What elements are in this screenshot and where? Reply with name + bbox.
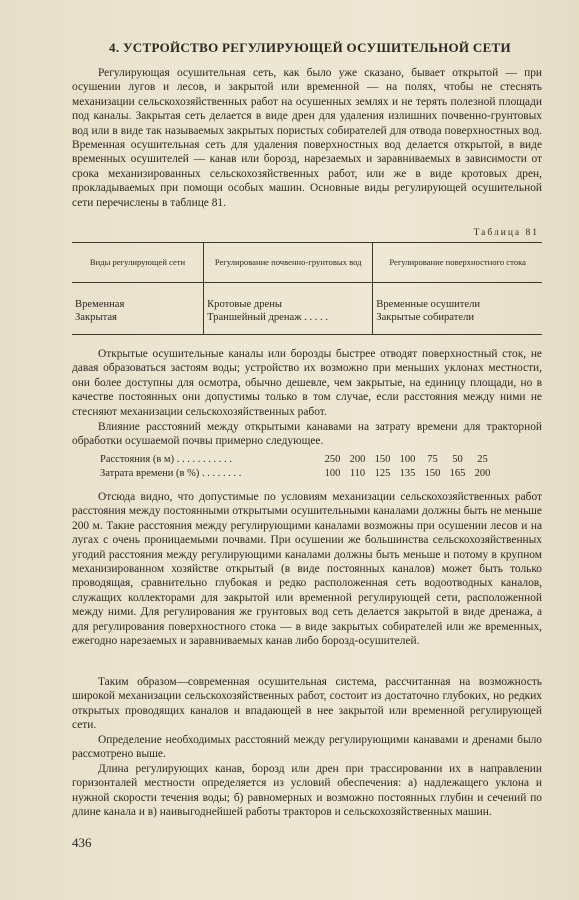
distance-value: 150 [374, 454, 391, 465]
table-caption: Таблица 81 [473, 228, 539, 238]
table-cell: Кротовые дрены [207, 299, 283, 310]
time-row [100, 467, 540, 481]
table-cell-types [72, 283, 204, 335]
paragraph-intro: Регулирующая осушительная сеть, как было уже сказано, бывает открытой — при осушении лугов и лесов, и закрытой или временной — на полях, чтобы не стеснять механизации сельскохозяйственных работ на осушенных землях и не терять полезной площади под каналы. Закрытая сеть делается в виде дрен для удаления излишних почвенно-грунтовых вод или в виде так называемых закрытых пористых собирателей для отвода поверхностных вод. Временная осушительная сеть для удаления поверхностных вод делается открытой, в виде временных осушителей — канав или борозд, нарезаемых и заравниваемых в зависимости от срока механизированных сельскохозяйственных работ, или же в виде кротовых дрен, прокладываемых при помощи особых машин. Основные виды регулирующей осушительной сети перечислены в таблице 81. [72, 67, 542, 209]
table-81 [72, 242, 542, 335]
table-cell: Временная [75, 299, 125, 310]
distance-value: 50 [452, 454, 463, 465]
table-cell-groundwater [204, 283, 373, 335]
table-cell: Траншейный дренаж . . . . . [207, 311, 329, 323]
distance-value: 250 [324, 454, 341, 465]
table-cell: Временные осушители [376, 299, 481, 310]
table-header-types: Виды регулирующей сети [72, 243, 204, 283]
table-cell: Закрытые собиратели [376, 311, 475, 323]
paragraph-conclusion: Отсюда видно, что допустимые по условиям механизации сельскохозяйственных работ расстояния между постоянными открытыми осушительными каналами должны быть не меньше 200 м. Такие расстояния между регулирующими каналами возможны при осушении лесов и на лугах с очень проницаемыми почвами. При осушении же большинства сельскохозяйственных угодий расстояния между регулирующими каналами должны быть меньше и потому в крупном механизированном хозяйстве открытый (в виде постоянных каналов) может быть только проводящая, сравнительно глубокая и редко расположенная сеть водоотводных каналов, служащих коллекторами для закрытой или временной регулирующей сети, расположенной между ними. Для регулирования же грунтовых вод сеть делается закрытой в виде дренажа, а для регулирования поверхностного стока — в виде закрытых собирателей или же временных, ежегодно нарезаемых и заравниваемых канав либо борозд-осушителей. [72, 491, 542, 648]
table-header-surface: Регулирование поверхностного стока [373, 243, 542, 283]
table-cell: Закрытая [75, 311, 117, 323]
paragraph-influence: Влияние расстояний между открытыми канавами на затрату времени для тракторной обработки осушаемой почвы примерно следующее. [72, 421, 542, 448]
time-label: Затрата времени (в %) . . . . . . . . [100, 468, 242, 479]
time-value: 110 [349, 468, 366, 479]
table-header-groundwater: Регулирование почвенно-грунтовых вод [204, 243, 373, 283]
paragraph-summary: Таким образом—современная осушительная система, рассчитанная на возможность широкой механизации сельскохозяйственных работ, состоит из достаточно глубоких, но редких открытых проводящих каналов и впадающей в нее закрытой или временной регулирующей сети. [72, 676, 542, 732]
section-heading: 4. УСТРОЙСТВО РЕГУЛИРУЮЩЕЙ ОСУШИТЕЛЬНОЙ СЕТИ [109, 40, 511, 55]
distance-value: 200 [349, 454, 366, 465]
time-value: 165 [449, 468, 466, 479]
distance-value: 100 [399, 454, 416, 465]
time-value: 150 [424, 468, 441, 479]
paragraph-length: Длина регулирующих канав, борозд или дрен при трассировании их в направлении горизонталей местности определяется из условий обеспечения: а) надлежащего уклона и нужной скорости течения воды; б) равномерных и возможно постоянных глубин и сечений по длине канала и в) наивыгоднейшей работы тракторов и сельскохозяйственных машин. [72, 763, 542, 819]
distance-value: 25 [477, 454, 488, 465]
distance-row [100, 453, 540, 467]
time-value: 125 [374, 468, 391, 479]
time-value: 135 [399, 468, 416, 479]
distance-value: 75 [427, 454, 438, 465]
page-number: 436 [72, 835, 92, 850]
time-value: 200 [474, 468, 491, 479]
distance-label: Расстояния (в м) . . . . . . . . . . . [100, 454, 232, 465]
table-cell-surface [373, 283, 542, 335]
paragraph-open-channels: Открытые осушительные каналы или борозды быстрее отводят поверхностный сток, не давая образоваться застоям воды; устройство их возможно при меньших уклонах местности, они более доступны для осмотра, обычно дешевле, чем закрытые, на единицу площади, но в качестве постоянных они допустимы только в том случае, если расстояния между ними не стесняют механизации сельскохозяйственных работ. [72, 348, 542, 418]
time-value: 100 [324, 468, 341, 479]
paragraph-distances: Определение необходимых расстояний между регулирующими канавами и дренами было рассмотрено выше. [72, 734, 542, 761]
